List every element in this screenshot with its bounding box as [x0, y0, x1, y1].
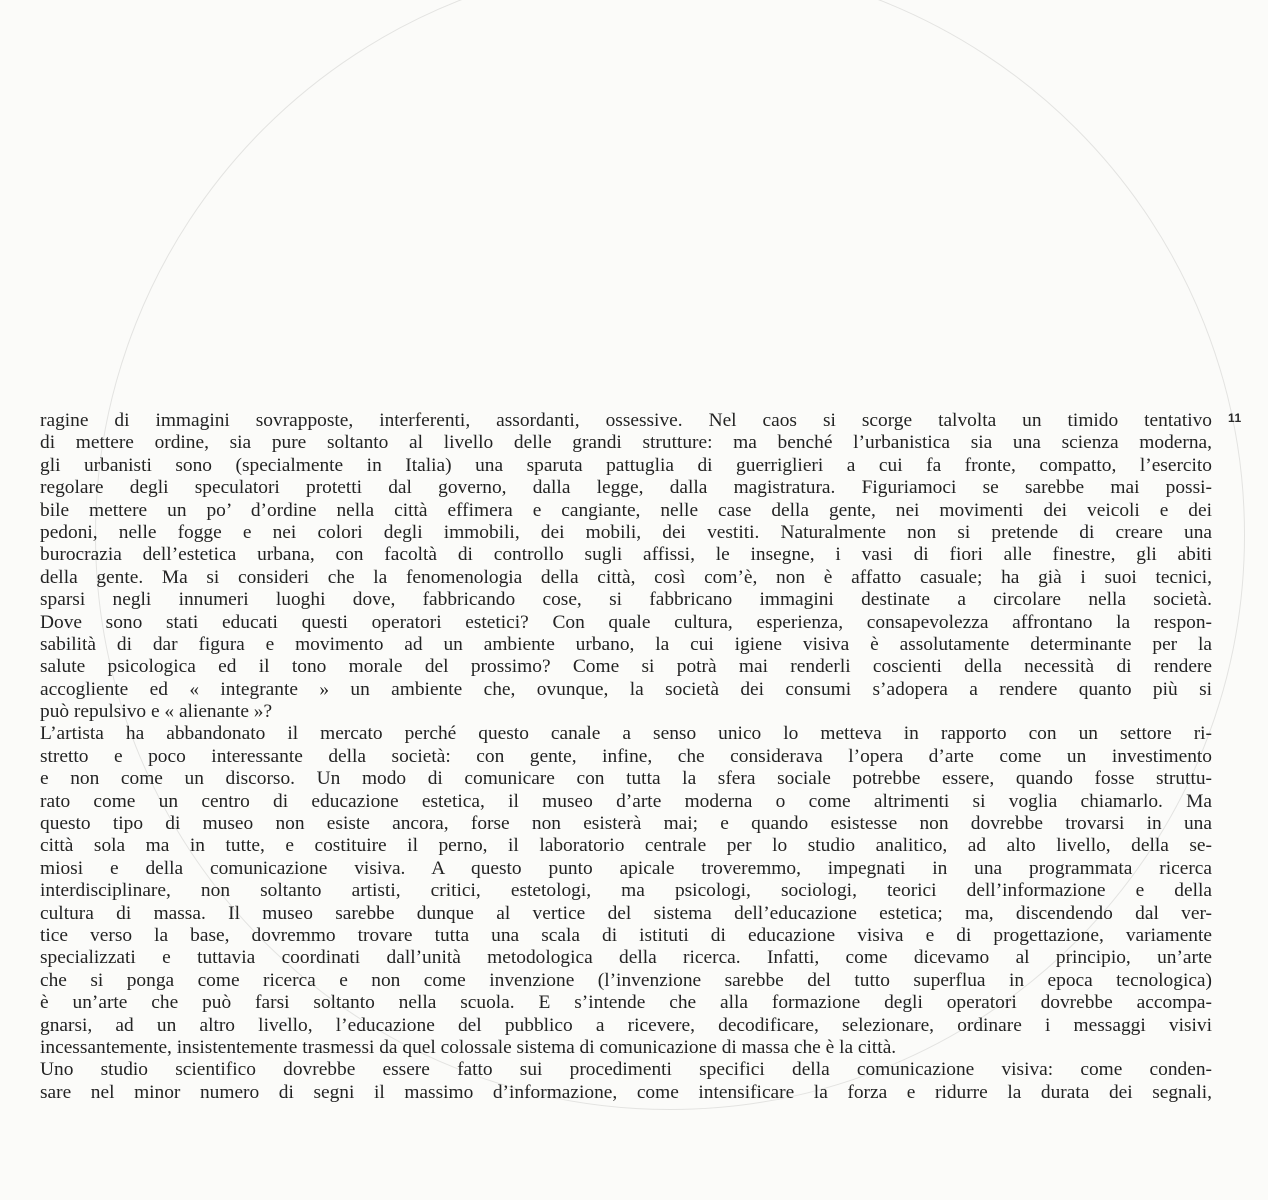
- text-line: gli urbanisti sono (specialmente in Italia) una sparuta pattuglia di guerriglieri a cui fa fronte, compatto, l’esercito: [40, 454, 1212, 476]
- text-line: questo tipo di museo non esiste ancora, forse non esisterà mai; e quando esistesse non dovrebbe trovarsi in una: [40, 813, 1212, 835]
- text-line: interdisciplinare, non soltanto artisti, critici, estetologi, ma psicologi, sociologi, teorici dell’informazione e della: [40, 880, 1212, 902]
- text-line: può repulsivo e « alienante »?: [40, 701, 273, 723]
- page-number: 11: [1228, 411, 1242, 425]
- text-line: tice verso la base, dovremmo trovare tutta una scala di istituti di educazione visiva e di progettazione, variamente: [40, 924, 1212, 946]
- text-line: rato come un centro di educazione estetica, il museo d’arte moderna o come altrimenti si voglia chiamarlo. Ma: [40, 790, 1212, 812]
- text-line: ragine di immagini sovrapposte, interferenti, assordanti, ossessive. Nel caos si scorge talvolta un timido tentativo: [40, 410, 1212, 431]
- text-line: accogliente ed « integrante » un ambiente che, ovunque, la società dei consumi s’adopera a rendere quanto più si: [40, 678, 1212, 700]
- text-line: miosi e della comunicazione visiva. A questo punto apicale troveremmo, impegnati in una programmata ricerca: [40, 857, 1212, 879]
- text-line: bile mettere un po’ d’ordine nella città effimera e cangiante, nelle case della gente, nei movimenti dei veicoli e dei: [40, 499, 1212, 521]
- text-line: specializzati e tuttavia coordinati dall’unità metodologica della ricerca. Infatti, come dicevamo al principio, un’arte: [40, 947, 1212, 969]
- text-line: Uno studio scientifico dovrebbe essere fatto sui procedimenti specifici della comunicazione visiva: come conden-: [40, 1059, 1212, 1081]
- text-line: è un’arte che può farsi soltanto nella scuola. E s’intende che alla formazione degli operatori dovrebbe accompa-: [40, 992, 1212, 1014]
- text-line: e non come un discorso. Un modo di comunicare con tutta la sfera sociale potrebbe essere, quando fosse struttu-: [40, 768, 1212, 790]
- text-line: incessantemente, insistentemente trasmessi da quel colossale sistema di comunicazione di massa che è la città.: [40, 1036, 897, 1058]
- text-line: salute psicologica ed il tono morale del prossimo? Come si potrà mai renderli coscienti della necessità di rendere: [40, 656, 1212, 678]
- text-line: Dove sono stati educati questi operatori estetici? Con quale cultura, esperienza, consapevolezza affrontano la respon-: [40, 611, 1212, 633]
- text-line: che si ponga come ricerca e non come invenzione (l’invenzione sarebbe del tutto superflua in epoca tecnologica): [40, 969, 1212, 991]
- text-line: città sola ma in tutte, e costituire il perno, il laboratorio centrale per lo studio analitico, ad alto livello, della se-: [40, 835, 1212, 857]
- text-line: sparsi negli innumeri luoghi dove, fabbricando cose, si fabbricano immagini destinate a circolare nella società.: [40, 589, 1212, 611]
- text-line: sare nel minor numero di segni il massimo d’informazione, come intensificare la forza e ridurre la durata dei segnali,: [40, 1081, 1212, 1103]
- text-line: pedoni, nelle fogge e nei colori degli immobili, dei mobili, dei vestiti. Naturalmente non si pretende di creare una: [40, 521, 1212, 543]
- text-line: burocrazia dell’estetica urbana, con facoltà di controllo sugli affissi, le insegne, i vasi di fiori alle finestre, gli abiti: [40, 544, 1212, 566]
- text-line: regolare degli speculatori protetti dal governo, dalla legge, dalla magistratura. Figuriamoci se sarebbe mai possi-: [40, 477, 1212, 499]
- text-line: cultura di massa. Il museo sarebbe dunque al vertice del sistema dell’educazione estetica; ma, discendendo dal ver-: [40, 902, 1212, 924]
- body-text: [40, 410, 1212, 1104]
- text-line: della gente. Ma si consideri che la fenomenologia della città, così com’è, non è affatto casuale; ha già i suoi tecnici,: [40, 566, 1212, 588]
- text-line: sabilità di dar figura e movimento ad un ambiente urbano, la cui igiene visiva è assolutamente determinante per la: [40, 633, 1212, 655]
- text-line: L’artista ha abbandonato il mercato perché questo canale a senso unico lo metteva in rapporto con un settore ri-: [40, 723, 1212, 745]
- text-line: stretto e poco interessante della società: con gente, infine, che considerava l’opera d’arte come un investimento: [40, 745, 1212, 767]
- text-line: di mettere ordine, sia pure soltanto al livello delle grandi strutture: ma benché l’urbanistica sia una scienza moderna,: [40, 432, 1212, 454]
- text-line: gnarsi, ad un altro livello, l’educazione del pubblico a ricevere, decodificare, selezionare, ordinare i messaggi visivi: [40, 1014, 1212, 1036]
